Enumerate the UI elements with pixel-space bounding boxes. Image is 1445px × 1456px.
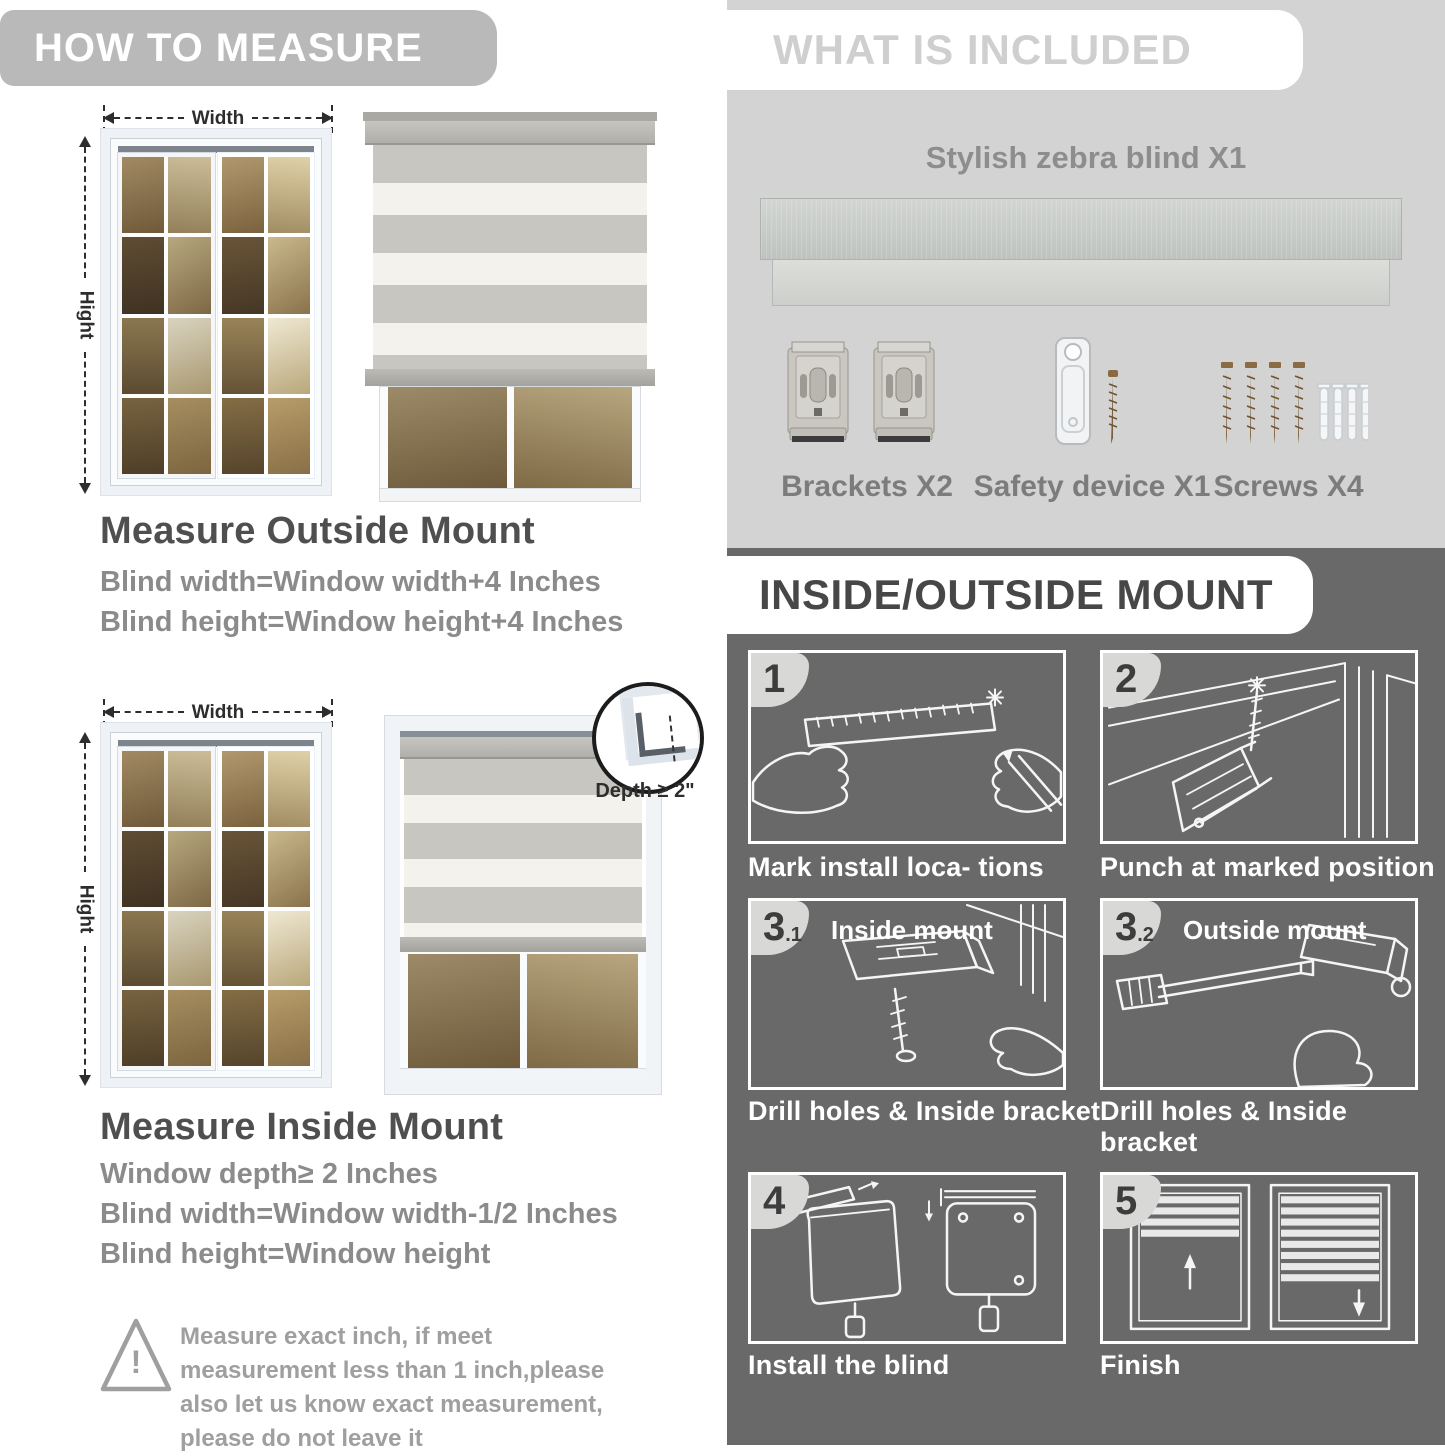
height-arrow-inside [75, 732, 97, 1086]
height-label: Hight [75, 290, 97, 340]
window-frame [110, 732, 322, 1078]
window-pane [222, 318, 264, 394]
step4-panel [748, 1172, 1066, 1344]
dashed-line [84, 946, 86, 1075]
window-pane [268, 911, 310, 987]
height-arrow-outside [75, 136, 97, 494]
arrowhead-up-icon [79, 136, 91, 147]
window-photo-inside [100, 722, 332, 1088]
depth-magnifier [592, 682, 704, 794]
window-pane [222, 990, 264, 1066]
dashed-line [114, 711, 184, 713]
window-frame [110, 138, 322, 486]
step1-caption: Mark install loca- tions [748, 852, 1044, 882]
screws-anchors-illustration [1218, 362, 1368, 450]
window-sash-right [218, 747, 315, 1070]
screws-label: Screws X4 [1213, 470, 1364, 503]
window-pane [168, 990, 210, 1066]
window-pane [122, 751, 164, 827]
window-pane [268, 398, 310, 474]
mount-title: INSIDE/OUTSIDE MOUNT [759, 571, 1274, 618]
inside-mount-line1: Window depth≥ 2 Inches [100, 1158, 438, 1190]
arrowhead-down-icon [79, 1075, 91, 1086]
inside-mount-line3: Blind height=Window height [100, 1238, 491, 1270]
corner-depth-edge [635, 708, 685, 757]
blind-headrail-lip [772, 260, 1390, 306]
brackets-illustration [786, 340, 946, 448]
arrowhead-up-icon [79, 732, 91, 743]
step2-panel [1100, 650, 1418, 844]
window-pane [168, 751, 210, 827]
window-pane [268, 831, 310, 907]
blind-bottom-rail [365, 369, 655, 386]
step3-2-title: Outside mount [1183, 915, 1367, 945]
window-pane [268, 157, 310, 233]
inside-mount-line2: Blind width=Window width-1/2 Inches [100, 1198, 618, 1230]
window-pane [222, 911, 264, 987]
width-label: Width [191, 701, 245, 723]
step4-badge: 4 [751, 1175, 809, 1229]
width-arrow-inside [103, 701, 333, 723]
step3-1-title: Inside mount [831, 915, 993, 945]
what-is-included-banner [727, 10, 1303, 90]
window-pane [122, 237, 164, 313]
dashed-line [252, 117, 322, 119]
step3-1-panel [748, 898, 1066, 1090]
window-top-shadow [118, 740, 314, 747]
window-pane [222, 751, 264, 827]
window-sashes [118, 153, 314, 478]
window-pane [388, 387, 507, 489]
width-arrow-outside [103, 107, 333, 129]
window-pane [222, 831, 264, 907]
window-sash-right [218, 153, 315, 478]
mount-banner [727, 556, 1313, 634]
safety-device-illustration [1050, 334, 1130, 448]
blind-bottom-rail [400, 937, 646, 952]
window-pane [222, 398, 264, 474]
window-sash-left [118, 153, 215, 478]
window-pane [527, 954, 639, 1069]
window-pane [122, 831, 164, 907]
exclamation-mark: ! [130, 1344, 142, 1380]
window-below-blind [379, 386, 641, 502]
outside-mount-title: Measure Outside Mount [100, 510, 535, 552]
magnifier-corner-detail [592, 682, 704, 794]
height-label: Hight [75, 884, 97, 934]
step4-caption: Install the blind [748, 1350, 950, 1380]
step1-panel [748, 650, 1066, 844]
window-pane [122, 911, 164, 987]
how-to-measure-banner [0, 10, 497, 86]
window-pane [168, 911, 210, 987]
depth-label: Depth ≥ 2" [595, 780, 695, 802]
window-pane [268, 990, 310, 1066]
window-sill [400, 1068, 646, 1079]
what-is-included-title: WHAT IS INCLUDED [773, 26, 1192, 73]
window-panes [408, 954, 638, 1069]
safety-device-label: Safety device X1 [973, 470, 1211, 503]
dashed-line [84, 352, 86, 483]
step3-2-badge: 3 .2 [1103, 901, 1161, 955]
step3-2-caption: Drill holes & Inside bracket [1100, 1096, 1348, 1157]
window-pane [168, 157, 210, 233]
inside-mount-title: Measure Inside Mount [100, 1106, 504, 1148]
blind-mount-profile [363, 112, 657, 121]
dashed-line [252, 711, 322, 713]
warning-text: Measure exact inch, if meet measurement less than 1 inch,please also let us know exact measurement, please do not leave it [180, 1323, 605, 1452]
window-pane [222, 237, 264, 313]
window-pane [122, 398, 164, 474]
window-pane [168, 831, 210, 907]
window-pane [122, 318, 164, 394]
window-photo-outside [100, 128, 332, 496]
window-pane [168, 398, 210, 474]
blind-cassette [365, 121, 655, 145]
blind-headrail [760, 198, 1402, 260]
window-pane [122, 990, 164, 1066]
step3-1-caption: Drill holes & Inside bracket [748, 1096, 1101, 1126]
step3-1-badge: 3 .1 [751, 901, 809, 955]
window-pane [268, 751, 310, 827]
zebra-blind-outside [363, 112, 657, 502]
window-pane [268, 318, 310, 394]
blind-zebra-shade [373, 145, 647, 369]
step5-badge: 5 [1103, 1175, 1161, 1229]
window-pane [514, 387, 633, 489]
window-sill [380, 488, 640, 501]
how-to-measure-title: HOW TO MEASURE [34, 25, 423, 70]
window-panes [388, 387, 632, 489]
outside-mount-line1: Blind width=Window width+4 Inches [100, 566, 601, 598]
window-pane [222, 157, 264, 233]
step1-badge: 1 [751, 653, 809, 707]
width-label: Width [191, 107, 245, 129]
brackets-label: Brackets X2 [781, 470, 953, 503]
window-sashes [118, 747, 314, 1070]
window-pane [168, 237, 210, 313]
window-sash-left [118, 747, 215, 1070]
warning-triangle-icon [98, 1314, 174, 1398]
window-below-blind [400, 952, 646, 1079]
window-pane [168, 318, 210, 394]
step2-caption: Punch at marked position [1100, 852, 1435, 882]
dashed-line [84, 147, 86, 278]
outside-mount-line2: Blind height=Window height+4 Inches [100, 606, 624, 638]
dashed-line [114, 117, 184, 119]
step2-badge: 2 [1103, 653, 1161, 707]
step5-panel [1100, 1172, 1418, 1344]
step5-caption: Finish [1100, 1350, 1181, 1380]
window-top-shadow [118, 146, 314, 153]
dashed-line [84, 743, 86, 872]
window-pane [408, 954, 520, 1069]
window-pane [122, 157, 164, 233]
step3-2-panel [1100, 898, 1418, 1090]
product-label: Stylish zebra blind X1 [925, 140, 1247, 175]
arrowhead-down-icon [79, 483, 91, 494]
window-pane [268, 237, 310, 313]
